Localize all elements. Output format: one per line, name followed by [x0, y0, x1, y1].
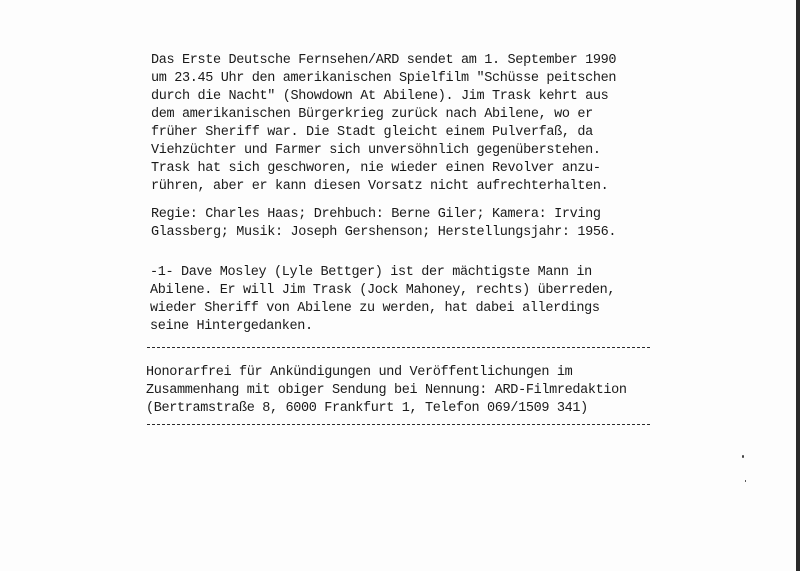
synopsis-line: um 23.45 Uhr den amerikanischen Spielfilm "Schüsse peitschen — [151, 71, 617, 86]
notice-line: (Bertramstraße 8, 6000 Frankfurt 1, Telefon 069/1509 341) — [146, 401, 588, 416]
separator-top — [147, 347, 650, 348]
credits-line: Glassberg; Musik: Joseph Gershenson; Herstellungsjahr: 1956. — [151, 225, 617, 240]
credits-line: Regie: Charles Haas; Drehbuch: Berne Giler; Kamera: Irving — [151, 207, 601, 222]
notice-line: Zusammenhang mit obiger Sendung bei Nennung: ARD-Filmredaktion — [146, 383, 627, 398]
caption-line: -1- Dave Mosley (Lyle Bettger) ist der mächtigste Mann in — [150, 265, 592, 280]
notice-line: Honorarfrei für Ankündigungen und Veröffentlichungen im — [146, 365, 573, 380]
synopsis-line: dem amerikanischen Bürgerkrieg zurück nach Abilene, wo er — [151, 107, 593, 122]
scan-speck — [745, 480, 746, 482]
synopsis-line: Viehzüchter und Farmer sich unversöhnlich gegenüberstehen. — [151, 143, 601, 158]
separator-bottom — [147, 424, 650, 425]
synopsis-line: rühren, aber er kann diesen Vorsatz nicht aufrechterhalten. — [151, 179, 609, 194]
scan-speck — [742, 455, 744, 458]
synopsis-line: früher Sheriff war. Die Stadt gleicht einem Pulverfaß, da — [151, 125, 593, 140]
caption-line: Abilene. Er will Jim Trask (Jock Mahoney, rechts) überreden, — [150, 283, 616, 298]
synopsis-line: Trask hat sich geschworen, nie wieder einen Revolver anzu- — [151, 161, 601, 176]
synopsis-line: durch die Nacht" (Showdown At Abilene). Jim Trask kehrt aus — [151, 89, 609, 104]
caption-line: seine Hintergedanken. — [150, 319, 313, 334]
page-edge — [796, 0, 800, 571]
synopsis-line: Das Erste Deutsche Fernsehen/ARD sendet am 1. September 1990 — [151, 53, 617, 68]
caption-line: wieder Sheriff von Abilene zu werden, hat dabei allerdings — [150, 301, 600, 316]
